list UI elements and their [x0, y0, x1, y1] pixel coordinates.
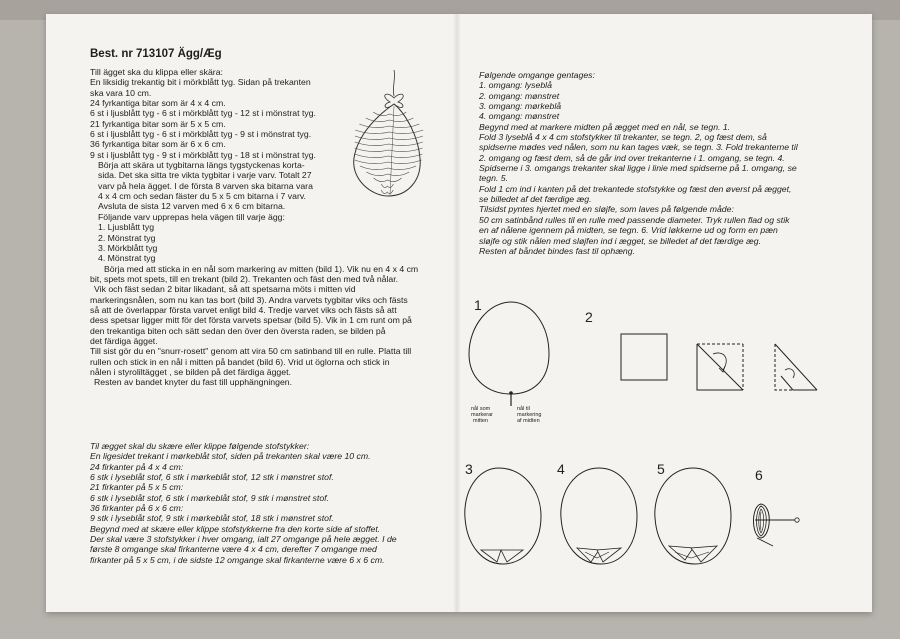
text-line: Börja att skära ut tygbitarna längs tygstyckenas korta- [98, 160, 305, 171]
text-line: 2. omgang: mønstret [479, 90, 560, 101]
text-line: Følgende omgange gentages: [479, 70, 595, 80]
figures-bottom-row [461, 454, 872, 584]
figure-1-egg [469, 302, 549, 406]
text-line: en af nålene igennem på midten, se tegn. 6. Vrid løkkerne ud og form en pæn [479, 225, 778, 236]
text-line: 6 st i ljusblått tyg - 6 st i mörkblått tyg - 12 st i mönstrat tyg. [90, 108, 316, 119]
figure-4-egg [561, 468, 637, 564]
text-line: Der skal være 3 stofstykker i hver omgang, ialt 27 omgange på hele ægget. I de [90, 534, 397, 545]
swedish-instructions [90, 67, 418, 388]
left-page [46, 14, 453, 612]
figures-top-row [461, 296, 872, 434]
text-line: 4. Mönstrat tyg [98, 253, 156, 264]
text-line: Fold 1 cm ind i kanten på det trekantede stofstykke og fæst den øverst på ægget, [479, 183, 792, 194]
text-line: 3. Mörkblått tyg [98, 242, 158, 253]
text-line: Tilsidst pyntes hjertet med en sløjfe, som laves på følgende måde: [479, 204, 734, 215]
pin-label-left: mitten [473, 418, 488, 424]
text-line: nålen i styroliltägget , se bilden på det färdiga ägget. [90, 366, 291, 377]
text-line: ska vara 10 cm. [90, 87, 152, 98]
text-line: Följande varv upprepas hela vägen till varje ägg: [98, 211, 285, 222]
text-line: Fold 3 lyseblå 4 x 4 cm stofstykker til trekanter, se tegn. 2, og fæst dem, så [479, 132, 767, 143]
figure-3-number: 3 [465, 461, 473, 477]
danish-instructions-left [90, 441, 397, 565]
text-line: 50 cm satinbånd rulles til en rulle med passende diameter. Tryk rullen flad og stik [479, 214, 790, 225]
text-line: det färdiga ägget. [90, 335, 158, 346]
text-line: firkanter på 5 x 5 cm, i de sidste 12 omgange skal firkanterne være 6 x 6 cm. [90, 554, 385, 565]
figure-5-number: 5 [657, 461, 665, 477]
text-line: 21 fyrkantiga bitar som är 5 x 5 cm. [90, 118, 226, 129]
figure-2-number: 2 [585, 309, 593, 325]
text-line: 2. Mönstrat tyg [98, 232, 156, 243]
figure-5-egg [655, 468, 731, 564]
text-line: 24 firkanter på 4 x 4 cm: [90, 461, 184, 472]
text-line: Begynd med at markere midten på ægget med en nål, se tegn. 1. [479, 121, 731, 132]
text-line: den trekantiga biten och sätt sedan den över den översta raden, se bilden på [90, 325, 386, 336]
text-line: En ligesidet trekant i mørkeblåt stof, siden på trekanten skal være 10 cm. [90, 451, 371, 462]
figure-3-egg [465, 468, 541, 564]
text-line: 6 stk i lyseblåt stof, 6 stk i mørkeblåt stof, 9 stk i mønstret stof. [90, 492, 329, 503]
figure-6-number: 6 [755, 467, 763, 483]
text-line: 6 stk i lyseblåt stof, 6 stk i mørkeblåt stof, 12 stk i mønstret stof. [90, 472, 334, 483]
text-line: 36 fyrkantiga bitar som är 6 x 6 cm. [90, 139, 226, 150]
text-line: Resten av bandet knyter du fast till upphängningen. [94, 377, 293, 388]
text-line: rullen och stick in en nål i mitten på bandet (bild 6). Vrid ut öglorna och stick in [90, 356, 390, 367]
danish-instructions-right [479, 70, 798, 256]
text-line: sløjfe og stik nålen med sløjfen ind i ægget, se billedet af det færdige æg. [479, 235, 762, 246]
text-line: Spidserne i 3. omgangs trekanter skal ligge i linie med spidserne på 1. omgang, se [479, 163, 797, 174]
text-line: 21 firkanter på 5 x 5 cm: [90, 482, 184, 493]
text-line: markeringsnålen, som nu kan tas bort (bild 3). Andra varvets tygbitar viks och fästs [90, 294, 408, 305]
figure-2-triangle [775, 344, 817, 390]
text-line: første 8 omgange skal firkanterne være 4 x 4 cm, derefter 7 omgange med [90, 544, 377, 555]
text-line: se billedet af det færdige æg. [479, 194, 592, 205]
page-title: Best. nr 713107 Ägg/Æg [90, 48, 222, 60]
figure-4-number: 4 [557, 461, 565, 477]
instruction-sheet [46, 14, 872, 612]
text-line: 2. omgang og fæst dem, så de går ind over trekanterne i 1. omgang, se tegn. 4. [479, 152, 785, 163]
center-fold [453, 14, 461, 612]
text-line: varv på hela ägget. I de första 8 varven ska bitarna vara [98, 180, 313, 191]
text-line: 6 st i ljusblått tyg - 6 st i mörkblått tyg - 9 st i mönstrat tyg. [90, 129, 312, 140]
pin-label-right: af midten [517, 418, 540, 424]
text-line: dess spetsar ligger mitt för det första varvets spetsar (bild 5). Vik in 1 cm runt om på [90, 315, 412, 326]
figure-2-square [621, 334, 667, 380]
right-page [461, 14, 872, 612]
text-line: 24 fyrkantiga bitar som är 4 x 4 cm. [90, 98, 226, 109]
pin-label-left: markerar [471, 412, 494, 418]
figure-6-ribbon-coil [754, 504, 800, 546]
text-line: Till sist gör du en "snurr-rosett" genom att vira 50 cm satinband till en rulle. Platta till [90, 346, 412, 357]
text-line: 36 firkanter på 6 x 6 cm: [90, 503, 184, 514]
figure-2-fold-step [697, 344, 743, 390]
text-line: Till ägget ska du klippa eller skära: [90, 67, 223, 77]
text-line: Resten af båndet bindes fast til ophæng. [479, 245, 635, 256]
text-line: 4 x 4 cm och sedan fäster du 5 x 5 cm bitarna i 7 varv. [98, 191, 306, 202]
text-line: 1. omgang: lyseblå [479, 80, 552, 91]
text-line: 9 st i ljusblått tyg - 9 st i mörkblått tyg - 18 st i mönstrat tyg. [90, 149, 316, 160]
figure-1-number: 1 [474, 297, 482, 313]
text-line: sida. Det ska sitta tre vikta tygbitar i varje varv. Totalt 27 [98, 170, 312, 181]
text-line: 9 stk i lyseblåt stof, 9 stk i mørkeblåt stof, 18 stk i mønstret stof. [90, 513, 334, 524]
text-line: tegn. 5. [479, 173, 508, 184]
text-line: så att de överlappar första varvet enligt bild 4. Tredje varvet viks och fästs så att [90, 304, 397, 315]
text-line: Vik och fäst sedan 2 bitar likadant, så att spetsarna möts i mitten vid [94, 284, 356, 295]
text-line: Til ægget skal du skære eller klippe følgende stofstykker: [90, 441, 310, 451]
pin-label-right: markering [517, 412, 542, 418]
text-line: 4. omgang: mønstret [479, 111, 560, 122]
text-line: Begynd med at skære eller klippe stofstykkerne fra den korte side af stoffet. [90, 523, 381, 534]
text-line: spidserne mødes ved nålen, som nu kan tages væk, se tegn. 3. Fold trekanterne til [479, 142, 798, 153]
text-line: Avsluta de sista 12 varven med 6 x 6 cm bitarna. [98, 201, 286, 212]
pin-label-right: nål til [517, 406, 530, 412]
text-line: En liksidig trekantig bit i mörkblått tyg. Sidan på trekanten [90, 77, 311, 88]
text-line: Börja med att sticka in en nål som markering av mitten (bild 1). Vik nu en 4 x 4 cm [104, 263, 419, 274]
pin-label-left: nål som [471, 406, 491, 412]
text-line: 1. Ljusblått tyg [98, 222, 155, 233]
text-line: 3. omgang: mørkeblå [479, 101, 562, 112]
text-line: bit, spets mot spets, till en trekant (bild 2). Trekanten och fäst den med två nålar. [90, 273, 399, 284]
